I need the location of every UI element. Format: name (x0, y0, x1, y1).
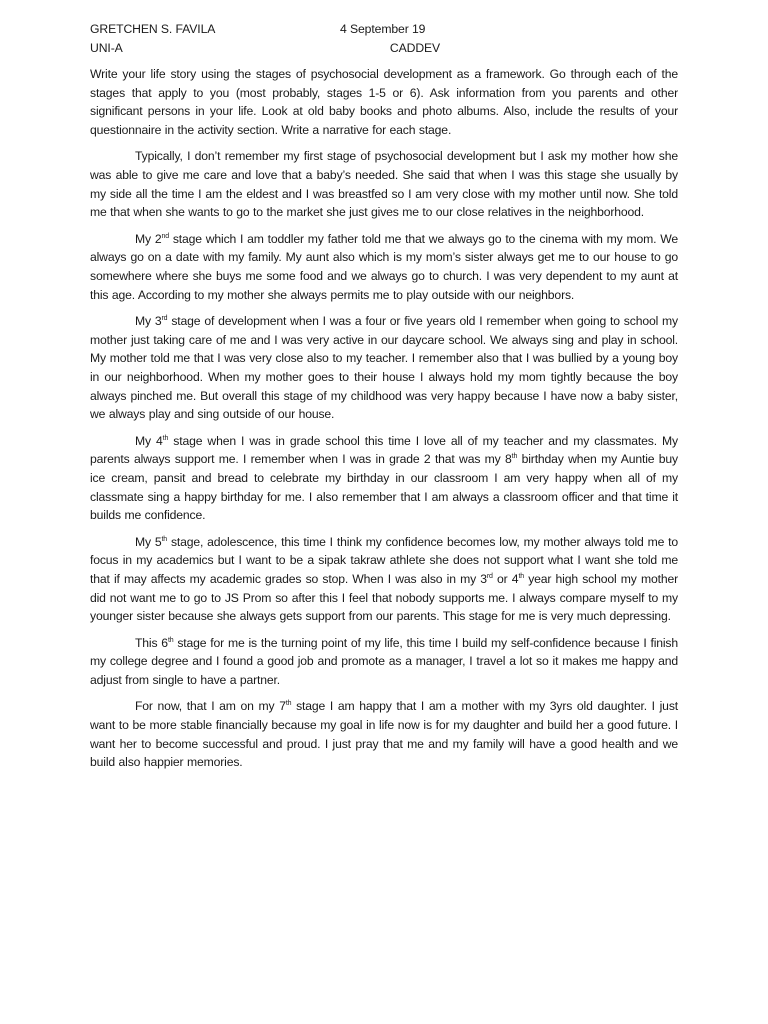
document-page (90, 20, 678, 772)
stage-1-paragraph: Typically, I don’t remember my first stage of psychosocial development but I ask my mother how she was able to give me care and love that a baby’s needed. She said that when I was this stage she usually by my side all the time I am the eldest and I was breastfed so I am very close with my mother until now. She told me that when she wants to go to the market she just gives me to our close relatives in the neighborhood. (90, 149, 678, 220)
stage-2-paragraph: My 2nd stage which I am toddler my father told me that we always go to the cinema with my mom. We always go on a date with my family. My aunt also which is my mom’s sister always get me to our house to go somewhere where she buys me some food and we always go to church. I was very dependent to my aunt at this age. According to my mother she always permits me to play outside with our neighbors. (90, 231, 678, 302)
header-row-2 (90, 39, 678, 58)
document-date: 4 September 19 (340, 22, 426, 36)
stage-4-paragraph: My 4th stage when I was in grade school this time I love all of my teacher and my classmates. My parents always support me. I remember when I was in grade 2 that was my 8th birthday when my Auntie buy ice cream, pansit and bread to celebrate my birthday in our classroom I am very happy when all of my classmate sing a happy birthday for me. I also remember that I am always a classroom officer and that time it builds me confidence. (90, 433, 678, 523)
student-section: UNI-A (90, 40, 123, 55)
student-name: GRETCHEN S. FAVILA (90, 22, 216, 36)
stage-6-paragraph: This 6th stage for me is the turning point of my life, this time I build my self-confidence because I finish my college degree and I found a good job and promote as a manager, I travel a lot so it makes me happy and adjust from single to have a partner. (90, 635, 679, 688)
subject-code: CADDEV (389, 40, 441, 55)
stage-3-paragraph: My 3rd stage of development when I was a four or five years old I remember when going to school my mother just taking care of me and I was very active in our daycare school. We always sing and play in school. My mother told me that I was very close also to my teacher. I remember also that I was bullied by a young boy in our neighborhood. When my mother goes to their house I always hold my mom tightly because the boy always pinched me. But overall this stage of my childhood was very happy because I have now a baby sister, we always play and sing outside of our house. (90, 313, 678, 422)
header-row-1 (90, 20, 678, 39)
stage-7-paragraph: For now, that I am on my 7th stage I am happy that I am a mother with my 3yrs old daughter. I just want to be more stable financially because my goal in life now is for my daughter and build her a good future. I want her to become successful and proud. I just pray that me and my family will have a good health and we build also happier memories. (90, 699, 678, 770)
assignment-prompt: Write your life story using the stages of psychosocial development as a framework. Go through each of the stages that apply to you (most probably, stages 1-5 or 6). Ask information from you parents and other significant persons in your life. Look at old baby books and photo albums. Also, include the results of your questionnaire in the activity section. Write a narrative for each stage. (90, 67, 678, 138)
stage-5-paragraph: My 5th stage, adolescence, this time I think my confidence becomes low, my mother always told me to focus in my academics but I want to be a sipak takraw athlete she does not support what I want she told me that if may affects my academic grades so stop. When I was also in my 3rd or 4th year high school my mother did not want me to go to JS Prom so after this I feel that nobody supports me. I always compare myself to my younger sister because she always gets support from our parents. This stage for me is very much depressing. (90, 534, 678, 624)
